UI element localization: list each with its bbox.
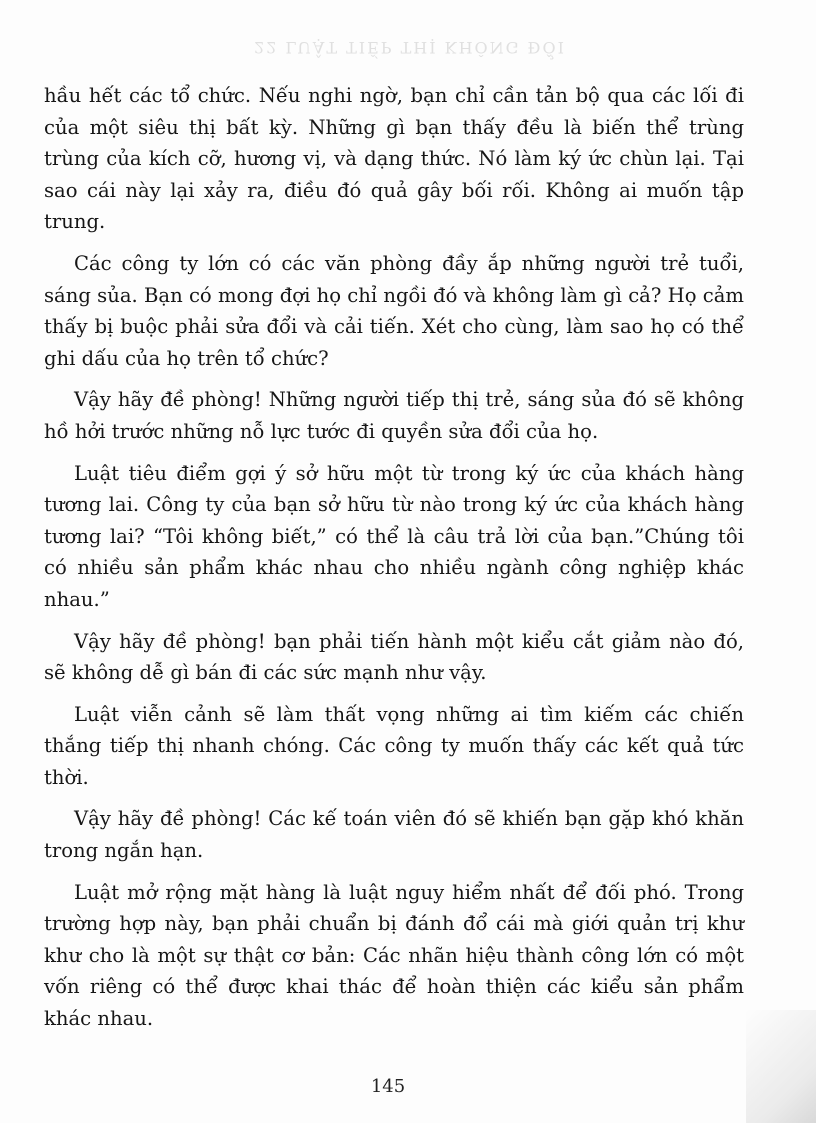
page-number: 145	[370, 1076, 406, 1097]
paragraph-continued: hầu hết các tổ chức. Nếu nghi ngờ, bạn chỉ cần tản bộ qua các lối đi của một siêu thị bất kỳ. Những gì bạn thấy đều là biến thể trùng trùng của kích cỡ, hương vị, và dạng thức. Nó làm ký ức chùn lại. Tại sao cái này lại xảy ra, điều đó quả gây bối rối. Không ai muốn tập trung.	[44, 84, 744, 234]
paragraph: Luật tiêu điểm gợi ý sở hữu một từ trong ký ức của khách hàng tương lai. Công ty của bạn sở hữu từ nào trong ký ức của khách hàng tương lai? “Tôi không biết,” có thể là câu trả lời của bạn.”Chúng tôi có nhiều sản phẩm khác nhau cho nhiều ngành công nghiệp khác nhau.”	[44, 461, 744, 611]
paragraph: Vậy hãy đề phòng! Những người tiếp thị trẻ, sáng sủa đó sẽ không hồ hởi trước những nỗ lực tước đi quyền sửa đổi của họ.	[44, 388, 744, 443]
paragraph: Luật viễn cảnh sẽ làm thất vọng những ai tìm kiếm các chiến thắng tiếp thị nhanh chóng. Các công ty muốn thấy các kết quả tức thời.	[44, 702, 744, 789]
paragraph: Các công ty lớn có các văn phòng đầy ắp những người trẻ tuổi, sáng sủa. Bạn có mong đợi họ chỉ ngồi đó và không làm gì cả? Họ cảm thấy bị buộc phải sửa đổi và cải tiến. Xét cho cùng, làm sao họ có thể ghi dấu của họ trên tổ chức?	[44, 251, 744, 370]
bleed-through-header: 22 LUẬT TIẾP THỊ KHÔNG ĐỔI	[254, 38, 566, 57]
paragraph: Vậy hãy đề phòng! bạn phải tiến hành một kiểu cắt giảm nào đó, sẽ không dễ gì bán đi các sức mạnh như vậy.	[44, 629, 744, 685]
paragraph: Vậy hãy đề phòng! Các kế toán viên đó sẽ khiến bạn gặp khó khăn trong ngắn hạn.	[44, 807, 744, 863]
body-text	[44, 80, 744, 1045]
paragraph: Luật mở rộng mặt hàng là luật nguy hiểm nhất để đối phó. Trong trường hợp này, bạn phải chuẩn bị đánh đổ cái mà giới quản trị khư khư cho là một sự thật cơ bản: Các nhãn hiệu thành công lớn có một vốn riêng có thể được khai thác để hoàn thiện các kiểu sản phẩm khác nhau.	[44, 880, 744, 1031]
page-edge-shadow	[746, 1010, 816, 1123]
